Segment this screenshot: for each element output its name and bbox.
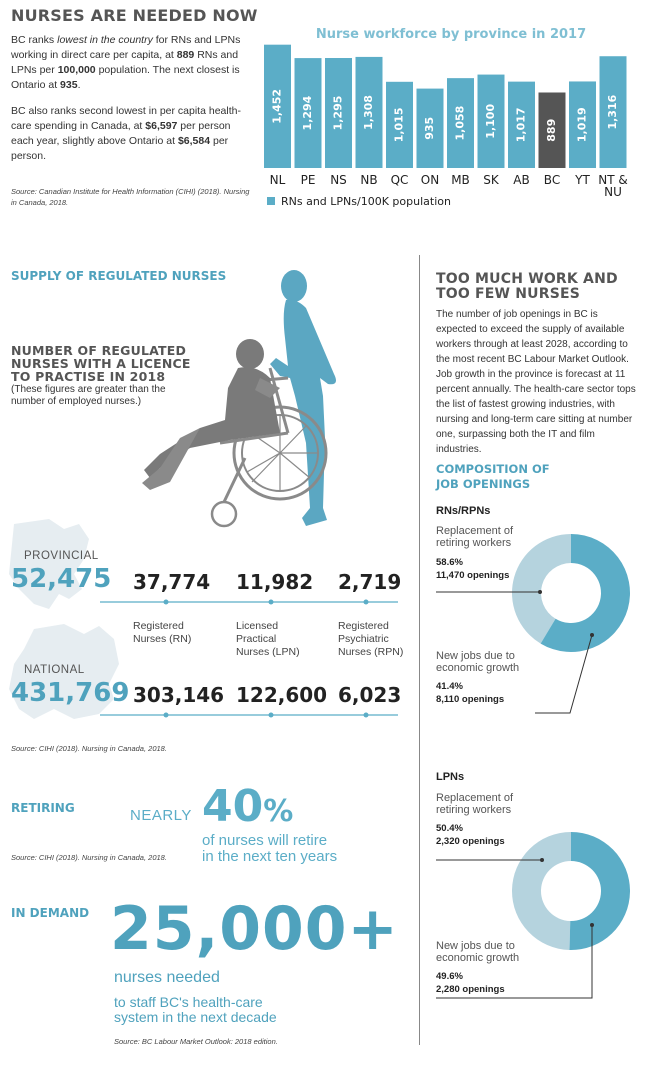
provincial-label: PROVINCIAL xyxy=(24,550,99,562)
text-bold: $6,584 xyxy=(177,135,211,147)
openings-value: 11,470 openings xyxy=(436,570,510,581)
label-line: retiring workers xyxy=(436,804,512,816)
category-label: SK xyxy=(483,173,499,187)
supply-note: (These figures are greater than the number of employed nurses.) xyxy=(11,384,166,407)
label-rpn xyxy=(338,620,403,659)
demand-line1: nurses needed xyxy=(114,969,220,986)
text: BC ranks xyxy=(11,34,58,46)
label-lpn xyxy=(236,620,300,659)
category-label: NB xyxy=(360,173,378,187)
subheading-line: NURSES WITH A LICENCE xyxy=(11,356,191,371)
bar-value-label: 1,100 xyxy=(484,103,497,139)
leader-dot xyxy=(590,923,594,927)
provincial-rn: 37,774 xyxy=(133,570,211,594)
national-label: NATIONAL xyxy=(24,664,85,676)
category-label: NS xyxy=(330,173,347,187)
retiring-source: Source: CIHI (2018). Nursing in Canada, 2018. xyxy=(11,853,167,862)
demand-source: Source: BC Labour Market Outlook: 2018 edition. xyxy=(114,1037,278,1046)
demand-line: to staff BC's health-care xyxy=(114,994,263,1010)
category-label: QC xyxy=(390,173,409,187)
donut2-chart xyxy=(430,790,640,1000)
column-divider xyxy=(419,255,420,1045)
legend-label: RNs and LPNs/100K population xyxy=(281,195,451,208)
label-line: Practical xyxy=(236,633,277,645)
label-rn xyxy=(133,620,191,646)
pct-value: 41.4% xyxy=(436,681,463,692)
bars-group xyxy=(264,45,627,168)
text: . xyxy=(77,79,81,91)
category-label: PE xyxy=(300,173,316,187)
demand-heading: IN DEMAND xyxy=(11,906,90,920)
category-label: NL xyxy=(269,173,286,187)
bar-value-label: 1,452 xyxy=(270,88,284,124)
text-bold: 889 xyxy=(176,49,195,61)
text: per person each year, slightly above Ontario at xyxy=(11,120,231,147)
text: BC also ranks second lowest in per capita health-care spending in Canada, at xyxy=(11,105,241,132)
text-bold: $6,597 xyxy=(145,120,178,132)
label-line: Registered xyxy=(338,620,389,632)
top-paragraph-2 xyxy=(11,104,249,164)
retiring-number xyxy=(202,781,294,838)
bar-value-label: 1,015 xyxy=(392,107,406,143)
donut1-chart xyxy=(430,525,640,725)
label-line: New jobs due to xyxy=(436,650,515,662)
demand-line: system in the next decade xyxy=(114,1009,277,1025)
bar-chart xyxy=(258,20,643,215)
provincial-total: 52,475 xyxy=(11,564,112,594)
subheading-line: TO PRACTISE IN 2018 xyxy=(11,369,166,384)
label-line: Nurses (LPN) xyxy=(236,646,300,658)
bar-value-label: 1,295 xyxy=(331,95,345,131)
category-label: YT xyxy=(575,173,590,187)
retiring-text xyxy=(202,833,337,865)
heading-line: COMPOSITION OF xyxy=(436,462,550,476)
bar-value-label: 889 xyxy=(545,118,558,142)
openings-value: 2,320 openings xyxy=(436,836,505,847)
leader-dot xyxy=(540,858,544,862)
heading-line: TOO MUCH WORK AND xyxy=(436,271,618,287)
leader-dot xyxy=(538,590,542,594)
label-line: Replacement of xyxy=(436,792,514,804)
provincial-rule xyxy=(100,598,400,608)
text: per person. xyxy=(11,135,229,162)
donut-slice-replacement xyxy=(570,832,630,950)
national-rpn: 6,023 xyxy=(338,683,402,707)
text: RNs and LPNs per xyxy=(11,49,239,76)
category-label: ON xyxy=(420,173,440,187)
label-line: Registered xyxy=(133,620,184,632)
category-label: AB xyxy=(513,173,530,187)
subheading-line: NUMBER OF REGULATED xyxy=(11,343,187,358)
bar-value-label: 1,017 xyxy=(514,107,528,143)
top-heading: NURSES ARE NEEDED NOW xyxy=(11,6,258,25)
demand-rest xyxy=(114,995,277,1025)
work-heading xyxy=(436,272,618,302)
label-line: Replacement of xyxy=(436,525,514,537)
text: population. The next closest is Ontario at xyxy=(11,64,240,91)
supply-source: Source: CIHI (2018). Nursing in Canada, 2018. xyxy=(11,744,167,753)
top-source: Source: Canadian Institute for Health Information (CIHI) (2018). Nursing in Canada, 2018. xyxy=(11,187,250,207)
chart-title: Nurse workforce by province in 2017 xyxy=(315,27,587,42)
category-label: BC xyxy=(543,173,561,187)
top-paragraph-1 xyxy=(11,33,249,93)
national-rule xyxy=(100,711,400,721)
label-line: Nurses (RPN) xyxy=(338,646,404,658)
text: for RNs and LPNs working in direct care per capita, at xyxy=(11,34,241,61)
bar-value-label: 1,308 xyxy=(362,95,375,130)
bar-value-label: 1,294 xyxy=(301,95,314,131)
provincial-rpn: 2,719 xyxy=(338,570,402,594)
donut1-title: RNs/RPNs xyxy=(436,505,491,517)
retiring-line: of nurses will retire xyxy=(202,832,328,849)
pct-value: 50.4% xyxy=(436,823,463,834)
bar-value-label: 1,058 xyxy=(453,105,467,141)
retiring-number-value: 40 xyxy=(202,781,264,832)
category-label: NT & xyxy=(598,173,628,187)
retiring-line: in the next ten years xyxy=(202,848,338,865)
label-line: Psychiatric xyxy=(338,633,389,645)
national-total: 431,769 xyxy=(11,678,130,708)
demand-number: 25,000+ xyxy=(110,894,399,964)
supply-heading: SUPPLY OF REGULATED NURSES xyxy=(11,269,227,283)
label-line: New jobs due to xyxy=(436,940,515,952)
heading-line: JOB OPENINGS xyxy=(436,477,531,491)
heading-line: TOO FEW NURSES xyxy=(436,286,581,302)
category-label: MB xyxy=(451,173,470,187)
openings-value: 2,280 openings xyxy=(436,984,505,995)
bar-value-label: 935 xyxy=(423,116,436,140)
bar-value-label: 1,316 xyxy=(606,94,619,130)
composition-heading xyxy=(436,462,550,492)
retiring-percent: % xyxy=(263,794,294,829)
bar-value-label: 1,019 xyxy=(575,107,589,143)
label-line: Licensed xyxy=(236,620,279,632)
category-label: NU xyxy=(604,185,622,199)
text-italic: lowest in the country xyxy=(57,34,153,46)
pct-value: 49.6% xyxy=(436,971,463,982)
nurse-wheelchair-illustration xyxy=(120,268,370,543)
label-line: economic growth xyxy=(436,662,520,674)
retiring-nearly: NEARLY xyxy=(130,807,192,824)
openings-value: 8,110 openings xyxy=(436,694,505,705)
donut-slice-new-jobs xyxy=(512,832,571,950)
text-bold: 935 xyxy=(60,79,78,91)
leader-dot xyxy=(590,633,594,637)
label-line: economic growth xyxy=(436,952,520,964)
label-line: retiring workers xyxy=(436,537,512,549)
provincial-lpn: 11,982 xyxy=(236,570,314,594)
donut2-title: LPNs xyxy=(436,771,465,783)
label-line: Nurses (RN) xyxy=(133,633,192,645)
national-rn: 303,146 xyxy=(133,683,225,707)
text-bold: 100,000 xyxy=(57,64,96,76)
legend-swatch xyxy=(267,197,275,205)
work-body: The number of job openings in BC is expected to exceed the supply of available workers through at least 2028, according to the most recent BC Labour Market Outlook. Job growth in the province is forecast at 11 percent annually. The health-care sector tops the list of fastest growing industries, with nursing and long-term care sitting at number one, surpassing both the IT and film industries. xyxy=(436,309,636,455)
national-lpn: 122,600 xyxy=(236,683,328,707)
retiring-heading: RETIRING xyxy=(11,801,75,815)
pct-value: 58.6% xyxy=(436,557,463,568)
